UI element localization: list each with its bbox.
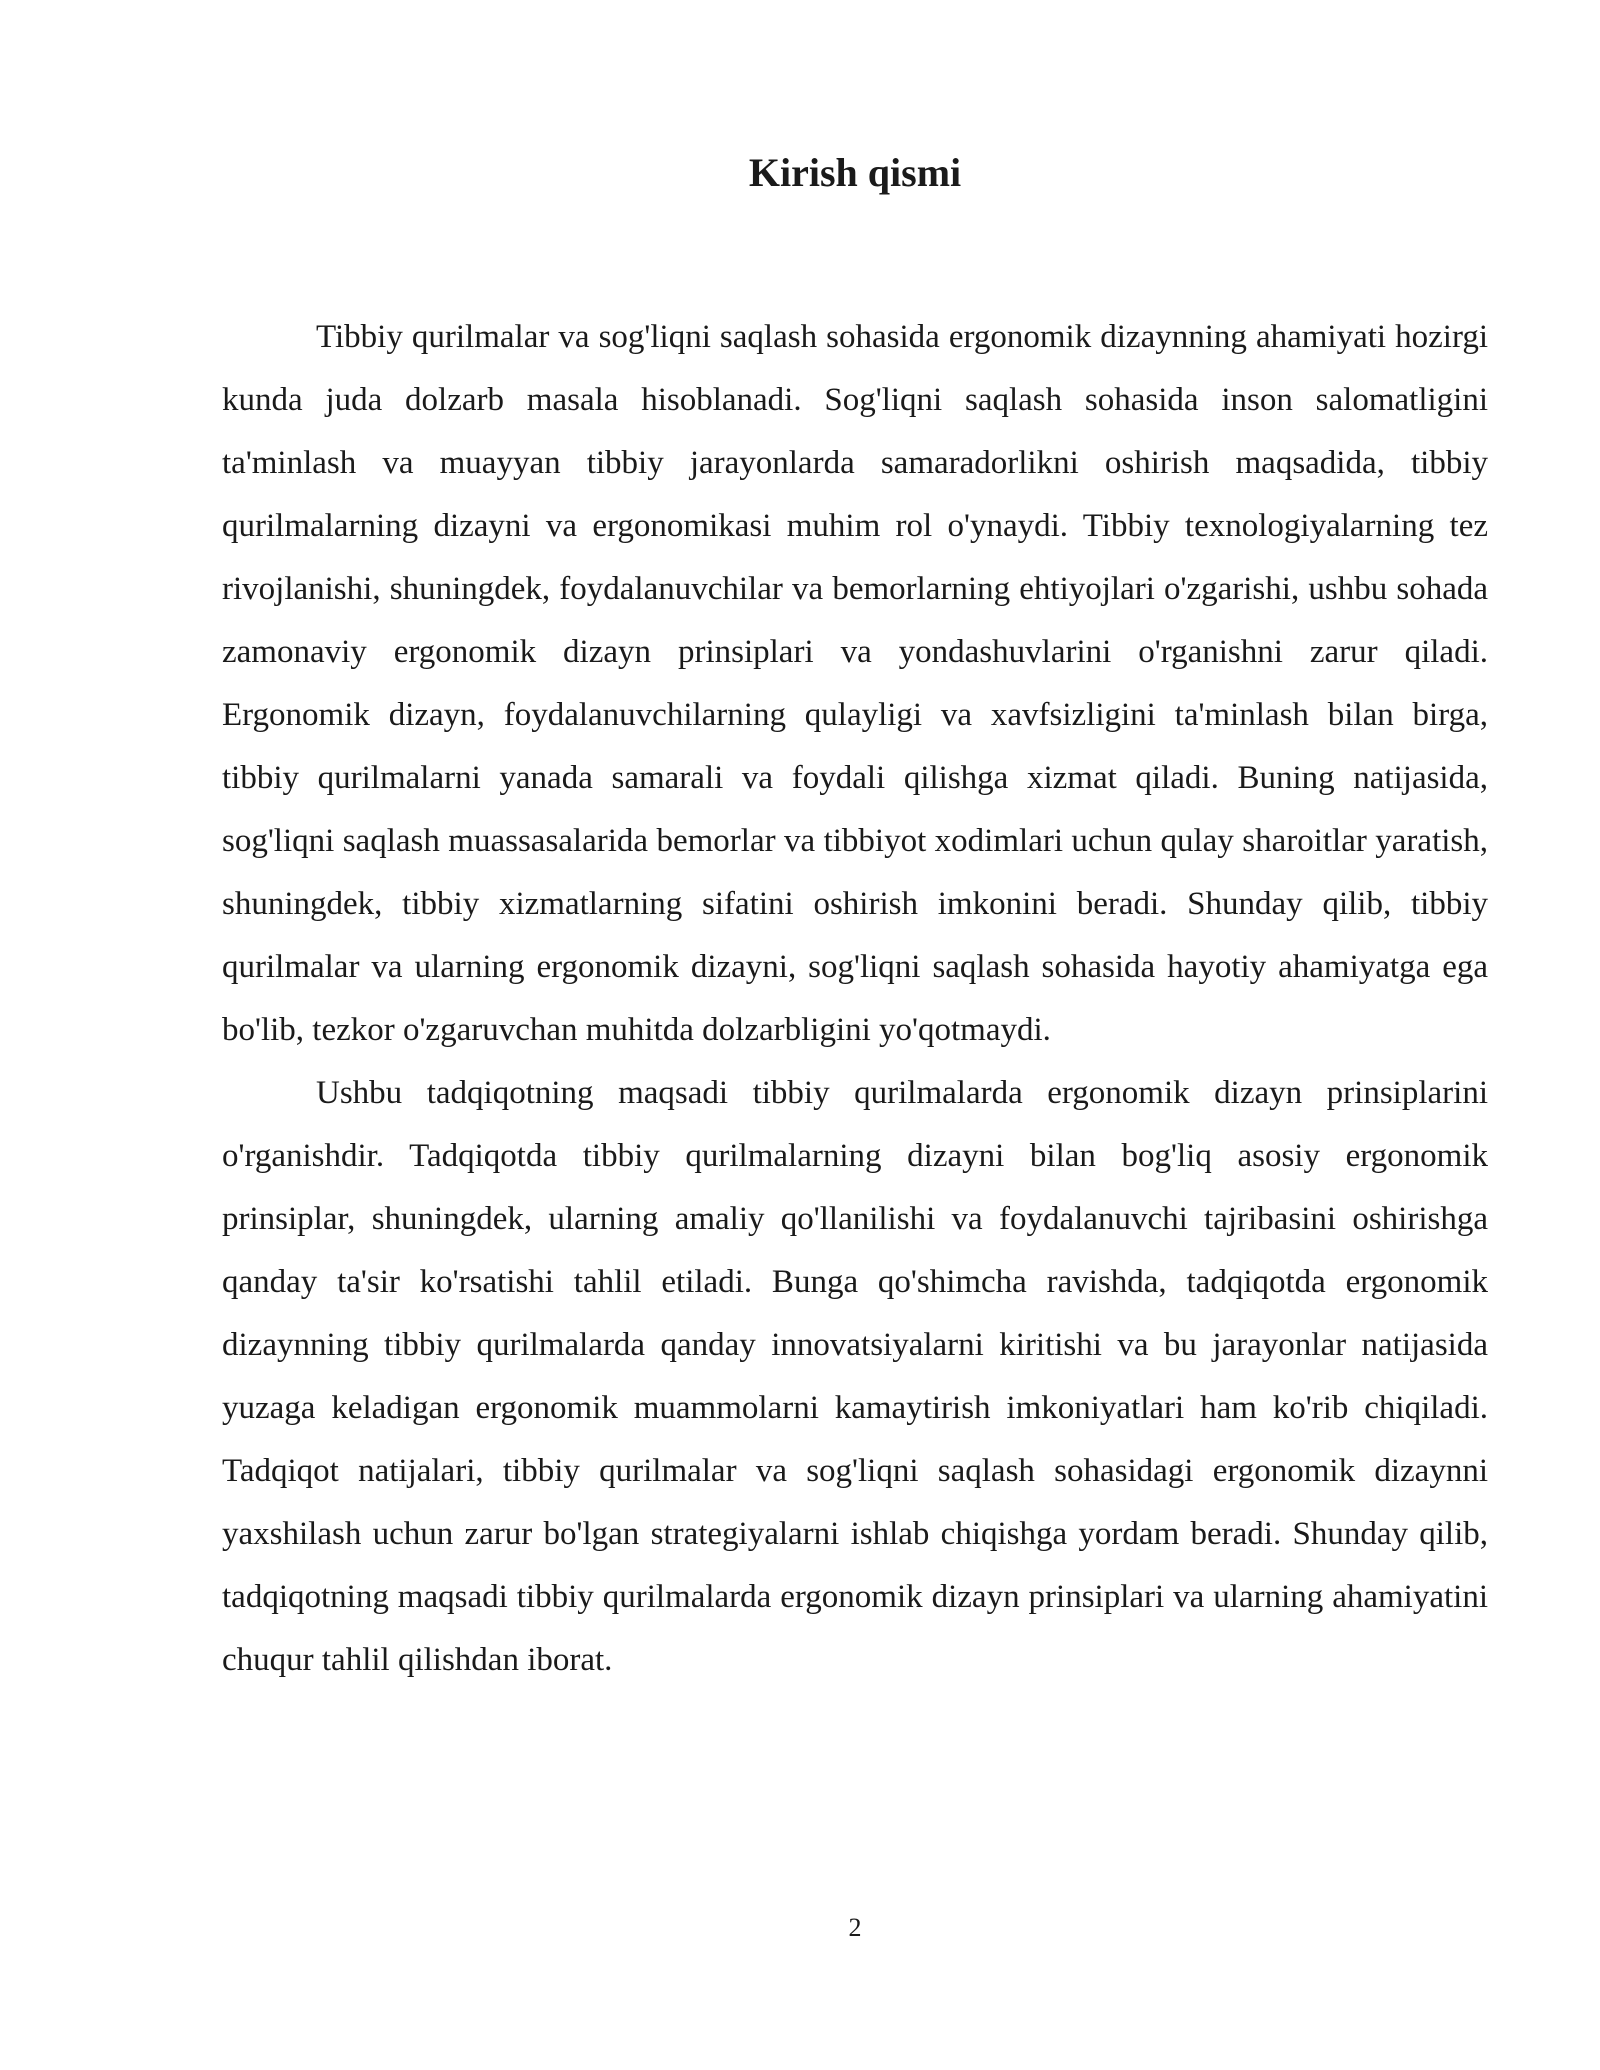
- paragraph-intro: Tibbiy qurilmalar va sog'liqni saqlash sohasida ergonomik dizaynning ahamiyati hozirgi kunda juda dolzarb masala hisoblanadi. Sog'liqni saqlash sohasida inson salomatligini ta'minlash va muayyan tibbiy jarayonlarda samaradorlikni oshirish maqsadida, tibbiy qurilmalarning dizayni va ergonomikasi muhim rol o'ynaydi. Tibbiy texnologiyalarning tez rivojlanishi, shuningdek, foydalanuvchilar va bemorlarning ehtiyojlari o'zgarishi, ushbu sohada zamonaviy ergonomik dizayn prinsiplari va yondashuvlarini o'rganishni zarur qiladi. Ergonomik dizayn, foydalanuvchilarning qulayligi va xavfsizligini ta'minlash bilan birga, tibbiy qurilmalarni yanada samarali va foydali qilishga xizmat qiladi. Buning natijasida, sog'liqni saqlash muassasalarida bemorlar va tibbiyot xodimlari uchun qulay sharoitlar yaratish, shuningdek, tibbiy xizmatlarning sifatini oshirish imkonini beradi. Shunday qilib, tibbiy qurilmalar va ularning ergonomik dizayni, sog'liqni saqlash sohasida hayotiy ahamiyatga ega bo'lib, tezkor o'zgaruvchan muhitda dolzarbligini yo'qotmaydi.: [222, 319, 1488, 1048]
- paragraph-purpose: Ushbu tadqiqotning maqsadi tibbiy qurilmalarda ergonomik dizayn prinsiplarini o'rganishdir. Tadqiqotda tibbiy qurilmalarning dizayni bilan bog'liq asosiy ergonomik prinsiplar, shuningdek, ularning amaliy qo'llanilishi va foydalanuvchi tajribasini oshirishga qanday ta'sir ko'rsatishi tahlil etiladi. Bunga qo'shimcha ravishda, tadqiqotda ergonomik dizaynning tibbiy qurilmalarda qanday innovatsiyalarni kiritishi va bu jarayonlar natijasida yuzaga keladigan ergonomik muammolarni kamaytirish imkoniyatlari ham ko'rib chiqiladi. Tadqiqot natijalari, tibbiy qurilmalar va sog'liqni saqlash sohasidagi ergonomik dizaynni yaxshilash uchun zarur bo'lgan strategiyalarni ishlab chiqishga yordam beradi. Shunday qilib, tadqiqotning maqsadi tibbiy qurilmalarda ergonomik dizayn prinsiplari va ularning ahamiyatini chuqur tahlil qilishdan iborat.: [222, 1075, 1488, 1678]
- page-title: Kirish qismi: [748, 150, 962, 195]
- body-text: [222, 306, 1488, 1692]
- page-number: 2: [848, 1913, 862, 1942]
